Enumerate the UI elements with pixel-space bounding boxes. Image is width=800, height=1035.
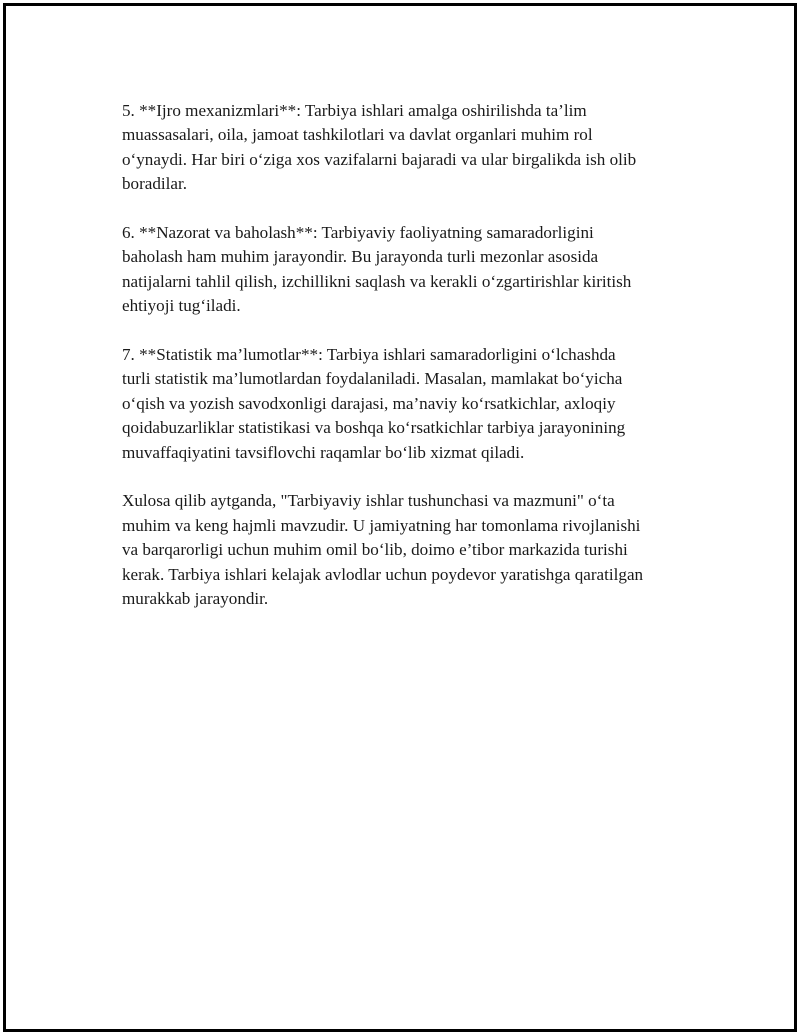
text-line: ehtiyoji tug‘iladi. [122, 296, 241, 316]
paragraph-statistik-malumotlar [122, 343, 697, 465]
text-line: muvaffaqiyatini tavsiflovchi raqamlar bo‘lib xizmat qiladi. [122, 442, 525, 462]
text-line: 7. **Statistik ma’lumotlar**: Tarbiya ishlari samaradorligini o‘lchashda [122, 345, 616, 365]
paragraph-nazorat-va-baholash [122, 221, 697, 319]
paragraph-ijro-mexanizmlari [122, 99, 697, 197]
text-line: Xulosa qilib aytganda, "Tarbiyaviy ishlar tushunchasi va mazmuni" o‘ta [122, 491, 615, 511]
document-body [122, 99, 697, 636]
text-line: qoidabuzarliklar statistikasi va boshqa ko‘rsatkichlar tarbiya jarayonining [122, 418, 626, 438]
text-line: turli statistik ma’lumotlardan foydalaniladi. Masalan, mamlakat bo‘yicha [122, 369, 623, 389]
text-line: muassasalari, oila, jamoat tashkilotlari va davlat organlari muhim rol [122, 125, 593, 145]
text-line: boradilar. [122, 174, 188, 194]
paragraph-xulosa [122, 489, 697, 611]
text-line: natijalarni tahlil qilish, izchillikni saqlash va kerakli o‘zgartirishlar kiritish [122, 271, 632, 291]
text-line: kerak. Tarbiya ishlari kelajak avlodlar uchun poydevor yaratishga qaratilgan [122, 564, 644, 584]
text-line: baholash ham muhim jarayondir. Bu jarayonda turli mezonlar asosida [122, 247, 599, 267]
text-line: va barqarorligi uchun muhim omil bo‘lib, doimo e’tibor markazida turishi [122, 540, 628, 560]
text-line: 5. **Ijro mexanizmlari**: Tarbiya ishlari amalga oshirilishda ta’lim [122, 101, 587, 120]
text-line: muhim va keng hajmli mavzudir. U jamiyatning har tomonlama rivojlanishi [122, 515, 641, 535]
text-line: o‘qish va yozish savodxonligi darajasi, ma’naviy ko‘rsatkichlar, axloqiy [122, 393, 616, 413]
text-line: o‘ynaydi. Har biri o‘ziga xos vazifalarni bajaradi va ular birgalikda ish olib [122, 149, 637, 169]
page-frame [3, 3, 797, 1032]
text-line: 6. **Nazorat va baholash**: Tarbiyaviy faoliyatning samaradorligini [122, 223, 594, 243]
text-line: murakkab jarayondir. [122, 589, 269, 609]
